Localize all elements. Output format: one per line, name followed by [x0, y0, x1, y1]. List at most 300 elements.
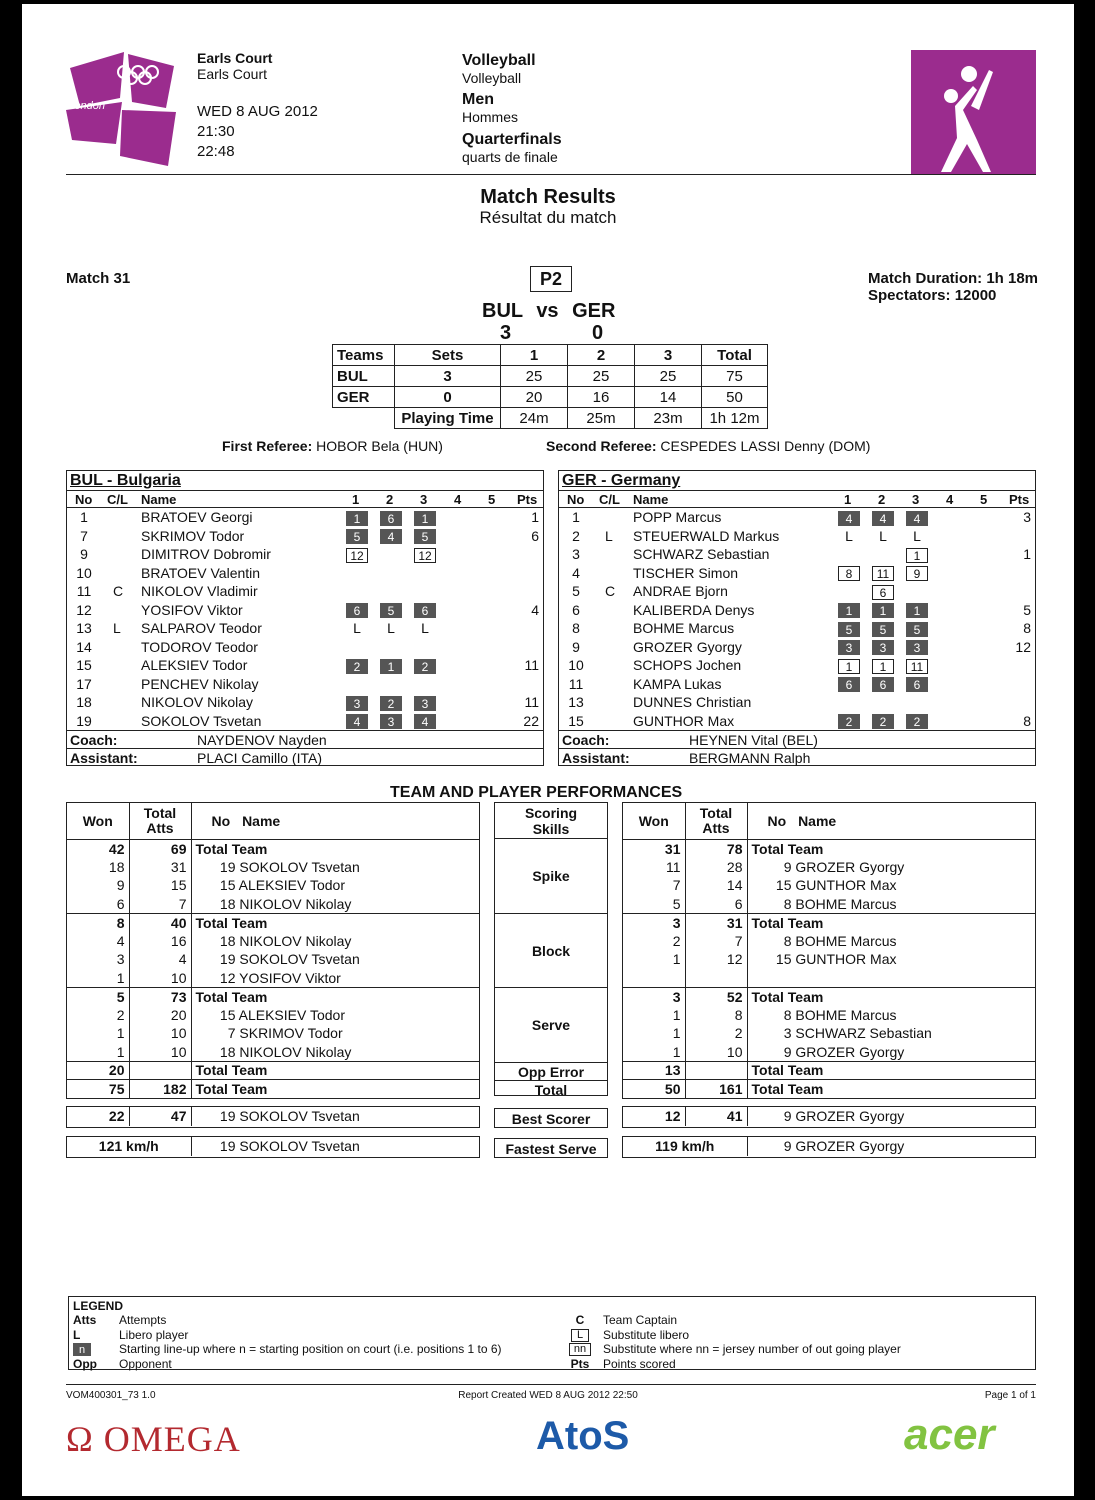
footer-code: VOM400301_73 1.0 [66, 1390, 156, 1401]
player-points: 11 [524, 657, 539, 673]
score-col-set2: 2 [568, 345, 635, 366]
perf-atts [129, 1061, 191, 1080]
perf-team-row [623, 1080, 1035, 1099]
player-no: 19 [76, 712, 92, 729]
perf-atts: 6 [685, 895, 747, 914]
set-position [838, 508, 860, 527]
perf-won: 18 [108, 858, 125, 875]
perf-name [191, 1024, 479, 1043]
player-name: SCHOPS Jochen [633, 657, 742, 673]
acer-logo: acer [904, 1410, 995, 1459]
player-row [559, 656, 1035, 675]
perf-name [747, 1024, 1035, 1043]
roster-column-header [67, 491, 543, 508]
starting-position-box: 5 [906, 622, 928, 637]
legend-item [73, 1328, 502, 1343]
perf-player-name: Total Team [751, 988, 824, 1005]
assistant-name: PLACI Camillo (ITA) [197, 750, 322, 766]
perf-player-name: GUNTHOR Max [795, 877, 897, 894]
skill-total: Total [534, 1082, 568, 1098]
atos-logo: AtoS [536, 1414, 630, 1458]
set-position [380, 527, 402, 546]
first-referee-name: HOBOR Bela (HUN) [316, 438, 443, 454]
player-no: 6 [572, 601, 580, 618]
perf-won: 7 [672, 877, 681, 894]
perf-name [747, 876, 1035, 895]
assistant-name: BERGMANN Ralph [689, 750, 811, 766]
perf-player-name: SKRIMOV Todor [239, 1025, 343, 1042]
player-no: 11 [76, 583, 92, 599]
set-position [906, 564, 928, 583]
skill-spike: Spike [495, 839, 607, 914]
player-name: STEUERWALD Markus [633, 527, 780, 544]
set-position [906, 527, 928, 546]
starting-position-box: 3 [906, 640, 928, 655]
perf-col-total [129, 803, 191, 839]
perf-atts: 31 [129, 858, 191, 877]
legend-left [73, 1313, 502, 1371]
coach-label: Coach: [70, 732, 118, 748]
col-set2: 2 [878, 492, 886, 507]
perf-atts: 7 [685, 932, 747, 951]
player-points: 8 [1023, 712, 1031, 729]
player-no: 10 [568, 657, 584, 673]
perf-team-row [623, 987, 1035, 1006]
perf-won: 1 [116, 969, 125, 986]
empty-cell [333, 408, 395, 429]
perf-atts: 161 [685, 1080, 747, 1099]
roster-rows [67, 508, 543, 730]
assistant-row [67, 748, 543, 766]
perf-name [747, 987, 1035, 1006]
legend-right [557, 1313, 901, 1371]
score-set: 20 [501, 387, 568, 408]
coach-name: HEYNEN Vital (BEL) [689, 732, 818, 748]
player-row [559, 545, 1035, 564]
perf-name [191, 858, 479, 877]
team-a-sets: 3 [500, 322, 512, 344]
perf-atts [685, 1061, 747, 1080]
match-info [868, 270, 1038, 304]
perf-player-row [67, 950, 479, 969]
starting-position-box: 4 [380, 529, 402, 544]
perf-atts: 15 [129, 876, 191, 895]
fastest-serve-label: Fastest Serve [494, 1138, 608, 1158]
player-role: L [605, 527, 613, 544]
libero-mark: L [353, 620, 361, 636]
starting-position-box: 4 [346, 714, 368, 729]
starting-position-box: 2 [346, 659, 368, 674]
footer-page: Page 1 of 1 [984, 1390, 1036, 1401]
score-total: 75 [702, 366, 768, 387]
scoring-skills [494, 802, 608, 1096]
coach-row [559, 730, 1035, 748]
performance-bul [66, 802, 480, 1099]
set-position [872, 508, 894, 527]
substitute-box: 12 [414, 548, 436, 563]
perf-won: 5 [672, 895, 681, 912]
player-name: TISCHER Simon [633, 564, 739, 581]
legend-item [557, 1313, 901, 1328]
perf-name [747, 895, 1035, 914]
footer-divider [66, 1384, 1036, 1385]
page-subtitle: Résultat du match [479, 208, 617, 227]
fastest-serve-bul [66, 1136, 480, 1158]
player-name: ANDRAE Bjorn [633, 583, 728, 599]
player-row [559, 508, 1035, 527]
roster-rows [559, 508, 1035, 730]
player-row [559, 619, 1035, 638]
vs-label: vs [536, 300, 559, 322]
player-row [67, 601, 543, 620]
perf-player-no: 8 [783, 932, 792, 949]
skill-opp-error: Opp Error [495, 1063, 607, 1081]
set-position [414, 693, 436, 712]
perf-player-name: BOHME Marcus [795, 1006, 897, 1023]
player-row [67, 582, 543, 601]
legend-item [557, 1328, 901, 1343]
player-points: 6 [531, 527, 539, 544]
set-position [346, 527, 368, 546]
set-position [346, 508, 368, 527]
fast-player-no: 19 [219, 1138, 236, 1155]
perf-player-row [67, 932, 479, 951]
footer-report: Report Created WED 8 AUG 2012 22:50 [458, 1390, 638, 1401]
score-set: 16 [568, 387, 635, 408]
starting-position-box: 1 [872, 603, 894, 618]
fast-player-name: SOKOLOV Tsvetan [239, 1138, 360, 1155]
set-position [380, 508, 402, 527]
perf-atts: 10 [129, 969, 191, 988]
substitute-box: 11 [906, 659, 928, 674]
player-name: POPP Marcus [633, 509, 722, 525]
playing-time-row [333, 408, 768, 429]
best-scorer-row [623, 1107, 1035, 1126]
perf-won: 1 [116, 1025, 125, 1042]
perf-name [747, 950, 1035, 969]
starting-position-box: 3 [872, 640, 894, 655]
substitute-box: 1 [906, 548, 928, 563]
perf-name [191, 1061, 479, 1080]
legend-desc: Team Captain [603, 1313, 678, 1327]
col-pts: Pts [1009, 492, 1030, 507]
set-position [906, 545, 928, 564]
header-divider [66, 174, 1036, 175]
perf-player-row [623, 895, 1035, 914]
perf-name [747, 913, 1035, 932]
player-name: GROZER Gyorgy [633, 638, 742, 655]
player-name: TODOROV Teodor [141, 638, 258, 655]
player-name: PENCHEV Nikolay [141, 675, 259, 692]
score-header-row [333, 345, 768, 366]
starting-position-box: 5 [380, 603, 402, 618]
starting-position-box: 6 [346, 603, 368, 618]
perf-player-row [623, 858, 1035, 877]
perf-team-row [67, 839, 479, 858]
set-position [872, 582, 894, 601]
perf-player-row [67, 1043, 479, 1062]
perf-name [747, 1006, 1035, 1025]
player-no: 2 [572, 527, 580, 544]
player-no: 1 [572, 509, 580, 525]
legend-key: n [73, 1343, 91, 1356]
perf-player-name: BOHME Marcus [795, 895, 897, 912]
legend-desc: Points scored [603, 1356, 676, 1371]
pool-badge: P2 [530, 266, 572, 292]
perf-name [191, 969, 479, 988]
legend-key: L [571, 1329, 589, 1342]
player-no: 9 [572, 638, 580, 655]
set-position [906, 619, 928, 638]
best-scorer-row [67, 1107, 479, 1126]
perf-col-won: Won [638, 812, 669, 829]
perf-player-name: ALEKSIEV Todor [238, 877, 345, 894]
legend-desc: Libero player [119, 1327, 189, 1342]
perf-col-total-label: Total [699, 804, 733, 821]
best-player-name: GROZER Gyorgy [795, 1108, 905, 1125]
player-points: 5 [1023, 601, 1031, 618]
logo-text: london [72, 100, 106, 112]
omega-logo: Ω OMEGA [66, 1419, 241, 1459]
perf-name [747, 839, 1035, 858]
player-no: 1 [80, 509, 88, 525]
perf-atts: 2 [685, 1024, 747, 1043]
perf-won: 3 [623, 987, 685, 1006]
set-position [380, 693, 402, 712]
perf-player-no: 8 [783, 895, 792, 912]
best-atts: 47 [129, 1107, 191, 1126]
perf-won: 11 [665, 858, 681, 875]
set-position [346, 601, 368, 620]
perf-atts: 40 [129, 913, 191, 932]
phase-fr: quarts de finale [462, 149, 558, 165]
perf-col-total [685, 803, 747, 839]
substitute-box: 6 [872, 585, 894, 600]
perf-col-won: Won [82, 812, 113, 829]
score-set: 25 [501, 366, 568, 387]
best-scorer-table [67, 1107, 479, 1126]
roster-column-header [559, 491, 1035, 508]
perf-player-no: 15 [775, 877, 792, 894]
perf-body [623, 839, 1035, 1098]
player-points: 4 [531, 601, 539, 618]
perf-player-row [67, 895, 479, 914]
perf-team-row [623, 913, 1035, 932]
best-player-name: SOKOLOV Tsvetan [239, 1108, 360, 1125]
perf-player-row [67, 1024, 479, 1043]
player-no: 13 [76, 620, 92, 636]
starting-position-box: 1 [838, 603, 860, 618]
gender: Men [462, 91, 494, 108]
skill-serve: Serve [495, 988, 607, 1063]
perf-player-name: Total Team [751, 1081, 824, 1097]
perf-atts: 10 [685, 1043, 747, 1062]
perf-player-name: NIKOLOV Nikolay [239, 932, 352, 949]
perf-name [191, 913, 479, 932]
legend-desc: Opponent [119, 1356, 172, 1371]
best-scorer-ger [622, 1106, 1036, 1128]
playing-time-label: Playing Time [395, 408, 501, 429]
phase: Quarterfinals [462, 131, 562, 148]
player-name: DUNNES Christian [633, 694, 752, 710]
perf-empty-row [623, 969, 1035, 988]
col-no: No [567, 492, 585, 507]
player-name: ALEKSIEV Todor [141, 657, 248, 673]
score-set: 14 [635, 387, 702, 408]
set-position [380, 601, 402, 620]
fastest-serve-row [67, 1137, 479, 1156]
roster-ger [558, 470, 1036, 766]
substitute-box: 11 [872, 566, 894, 581]
set-position [414, 619, 436, 638]
player-points: 12 [1015, 638, 1031, 655]
perf-player-name: SOKOLOV Tsvetan [239, 858, 360, 875]
set-position [838, 656, 860, 675]
set-position [906, 638, 928, 657]
player-points: 1 [1023, 546, 1031, 562]
perf-player-no: 19 [219, 858, 236, 875]
legend-item [557, 1342, 901, 1357]
legend-key: Pts [570, 1356, 590, 1371]
perf-player-row [623, 1024, 1035, 1043]
score-col-set1: 1 [501, 345, 568, 366]
roster-title: BUL - Bulgaria [67, 471, 543, 491]
perf-empty-cell [747, 969, 1035, 988]
starting-position-box: 5 [872, 622, 894, 637]
player-no: 3 [572, 546, 580, 562]
substitute-box: 1 [838, 659, 860, 674]
starting-position-box: 2 [414, 659, 436, 674]
perf-name [747, 1080, 1035, 1099]
perf-player-name: YOSIFOV Viktor [239, 969, 341, 986]
starting-position-box: 3 [346, 696, 368, 711]
player-no: 11 [568, 675, 584, 692]
player-name: NIKOLOV Vladimir [141, 583, 258, 599]
perf-won: 2 [672, 932, 681, 949]
libero-mark: L [421, 620, 429, 636]
set-position [380, 619, 402, 638]
perf-col-atts-label: Atts [146, 819, 174, 836]
match-duration: Match Duration: 1h 18m [868, 270, 1039, 287]
score-sets: 3 [395, 366, 501, 387]
skill-block: Block [495, 914, 607, 988]
perf-won: 1 [672, 1043, 681, 1060]
perf-col-no-label: No [211, 812, 231, 829]
legend-item [73, 1342, 502, 1357]
perf-player-name: NIKOLOV Nikolay [239, 1043, 352, 1060]
legend-key: Opp [73, 1356, 97, 1371]
start-time: 21:30 [197, 123, 235, 140]
starting-position-box: 4 [414, 714, 436, 729]
legend-key-wrap [557, 1342, 603, 1357]
best-player-no: 19 [219, 1108, 236, 1125]
roster-bul [66, 470, 544, 766]
perf-player-no: 18 [219, 1043, 236, 1060]
perf-atts: 31 [685, 913, 747, 932]
score-team: BUL [333, 366, 395, 387]
starting-position-box: 5 [838, 622, 860, 637]
perf-won: 3 [116, 951, 125, 968]
perf-won: 9 [116, 877, 125, 894]
fastest-serve-ger [622, 1136, 1036, 1158]
perf-player-name: Total Team [195, 840, 268, 857]
player-row [559, 527, 1035, 546]
set-position [906, 712, 928, 731]
perf-name [747, 932, 1035, 951]
set-position [838, 619, 860, 638]
fast-speed: 119 km/h [655, 1138, 715, 1155]
coach-row [67, 730, 543, 748]
player-no: 15 [568, 712, 584, 729]
venue: Earls Court [197, 50, 273, 66]
perf-won: 2 [116, 1006, 125, 1023]
perf-won: 4 [116, 932, 125, 949]
skills-header-line2: Skills [532, 821, 570, 837]
perf-player-name: Total Team [751, 1062, 824, 1079]
perf-header-row [623, 803, 1035, 839]
set-position [872, 638, 894, 657]
col-set2: 2 [386, 492, 394, 507]
score-col-set3: 3 [635, 345, 702, 366]
best-scorer-label: Best Scorer [494, 1108, 608, 1128]
perf-atts: 16 [129, 932, 191, 951]
perf-player-row [623, 950, 1035, 969]
perf-col-name [747, 803, 1035, 839]
perf-col-name [191, 803, 479, 839]
starting-position-box: 5 [346, 529, 368, 544]
set-position [906, 508, 928, 527]
london-2012-logo [62, 48, 182, 172]
perf-player-no: 18 [219, 932, 236, 949]
assistant-row [559, 748, 1035, 766]
perf-won: 8 [67, 913, 129, 932]
score-table [332, 344, 768, 429]
player-points: 8 [1023, 620, 1031, 636]
coach-name: NAYDENOV Nayden [197, 732, 327, 748]
set-position [838, 601, 860, 620]
player-no: 15 [76, 657, 92, 673]
fastest-serve-table [623, 1137, 1035, 1156]
starting-position-box: 3 [414, 696, 436, 711]
legend-desc: Substitute where nn = jersey number of out going player [603, 1342, 901, 1356]
perf-team-row [67, 987, 479, 1006]
best-scorer-bul [66, 1106, 480, 1128]
col-set1: 1 [844, 492, 852, 507]
team-b-sets: 0 [592, 322, 604, 344]
perf-team-row [67, 913, 479, 932]
assistant-label: Assistant: [70, 750, 138, 766]
col-set5: 5 [488, 492, 496, 507]
perf-atts: 78 [685, 839, 747, 858]
player-name: SALPAROV Teodor [141, 620, 262, 636]
fast-speed: 121 km/h [98, 1138, 159, 1155]
best-player [191, 1107, 479, 1126]
perf-player-name: Total Team [195, 914, 268, 931]
perf-team-row [623, 839, 1035, 858]
player-role: C [605, 583, 616, 599]
starting-position-box: 4 [906, 511, 928, 526]
player-role: C [113, 583, 124, 599]
perf-player-no: 9 [783, 858, 792, 875]
starting-position-box: 1 [380, 659, 402, 674]
player-name: BOHME Marcus [633, 620, 735, 636]
venue-fr: Earls Court [197, 66, 268, 82]
starting-position-box: 6 [414, 603, 436, 618]
starting-position-box: 6 [872, 677, 894, 692]
player-row [67, 638, 543, 657]
starting-position-box: 4 [872, 511, 894, 526]
player-row [67, 619, 543, 638]
